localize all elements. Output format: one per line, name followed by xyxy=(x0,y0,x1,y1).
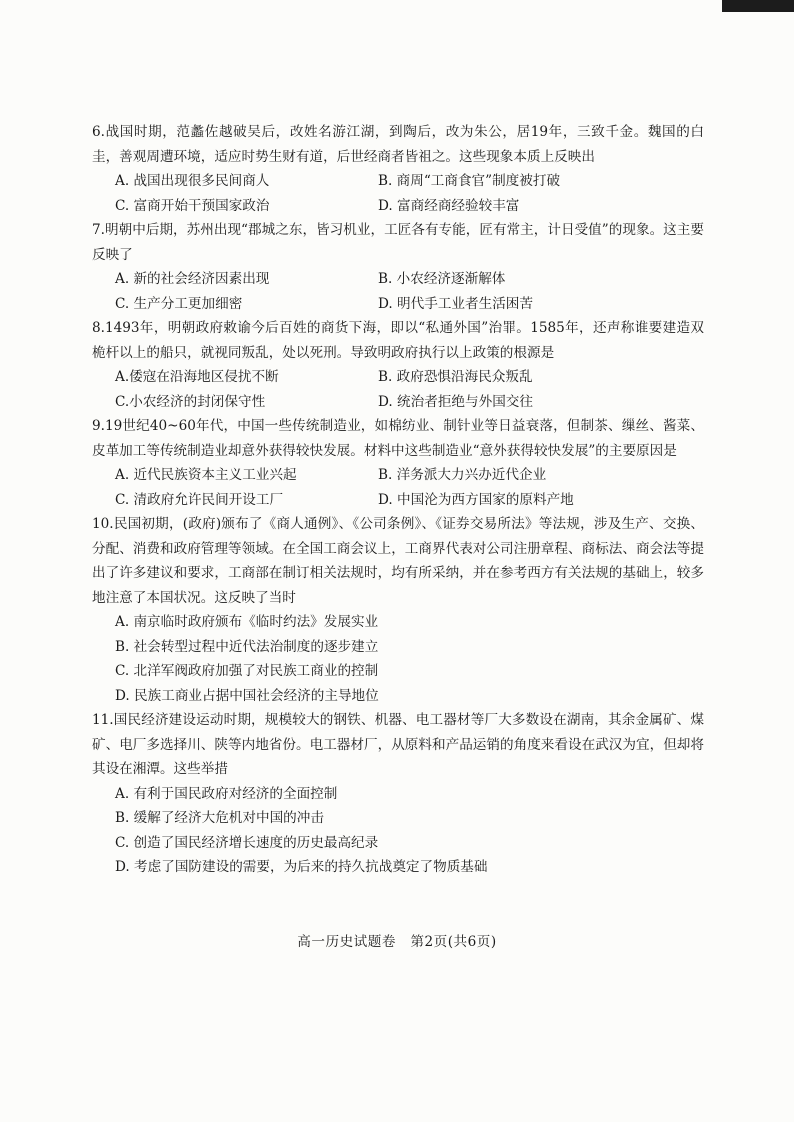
question-stem xyxy=(92,316,704,365)
option-d: D. 富商经商经验较丰富 xyxy=(378,197,520,214)
question-number: 6. xyxy=(92,124,105,140)
question-8 xyxy=(92,316,704,414)
question-stem xyxy=(92,414,704,463)
option-a: A. 近代民族资本主义工业兴起 xyxy=(115,467,297,483)
option-b: B. 缓解了经济大危机对中国的冲击 xyxy=(115,810,324,826)
option-c: C. 富商开始干预国家政治 xyxy=(115,197,270,214)
question-number: 8. xyxy=(92,320,105,336)
option-c: C. 北洋军阀政府加强了对民族工商业的控制 xyxy=(115,663,379,679)
question-number: 11. xyxy=(92,712,114,728)
scan-edge-mark xyxy=(722,0,794,12)
option-b: B. 政府恐惧沿海民众叛乱 xyxy=(378,369,533,385)
option-c: C. 清政府允许民间开设工厂 xyxy=(115,491,284,508)
option-d: D. 统治者拒绝与外国交往 xyxy=(378,393,533,410)
question-text: 19世纪40~60年代，中国一些传统制造业，如棉纺业、制针业等日益衰落，但制茶、缫丝、酱菜、皮革加工等传统制造业却意外获得较快发展。材料中这些制造业“意外获得较快发展”的主要原因是 xyxy=(92,418,704,459)
question-11 xyxy=(92,708,704,880)
questions-area xyxy=(92,120,704,880)
option-b: B. 社会转型过程中近代法治制度的逐步建立 xyxy=(115,638,379,655)
option-a: A. 有利于国民政府对经济的全面控制 xyxy=(115,785,338,802)
question-stem xyxy=(92,218,704,267)
options xyxy=(115,610,704,708)
option-c: C.小农经济的封闭保守性 xyxy=(115,393,266,410)
question-number: 9. xyxy=(92,418,105,434)
footer-subject: 高一历史试题卷 xyxy=(297,934,396,950)
option-d: D. 民族工商业占据中国社会经济的主导地位 xyxy=(115,687,379,704)
question-7 xyxy=(92,218,704,316)
option-b: B. 洋务派大力兴办近代企业 xyxy=(378,467,547,483)
footer-page-number: 第2页(共6页) xyxy=(410,934,497,950)
option-b: B. 商周“工商食官”制度被打破 xyxy=(378,173,561,189)
question-9 xyxy=(92,414,704,512)
options xyxy=(115,782,704,880)
option-d: D. 考虑了国防建设的需要，为后来的持久抗战奠定了物质基础 xyxy=(115,859,488,875)
options xyxy=(115,365,704,414)
question-number: 7. xyxy=(92,222,105,238)
option-d: D. 明代手工业者生活困苦 xyxy=(378,295,533,312)
question-stem xyxy=(92,708,704,782)
question-text: 国民经济建设运动时期，规模较大的钢铁、机器、电工器材等厂大多数设在湖南，其余金属矿、煤矿、电厂多选择川、陕等内地省份。电工器材厂，从原料和产品运销的角度来看设在武汉为宜，但却将其设在湘潭。这些举措 xyxy=(92,712,704,777)
question-text: 明朝中后期，苏州出现“郡城之东，皆习机业，工匠各有专能，匠有常主，计日受值”的现象。这主要反映了 xyxy=(92,222,704,263)
question-number: 10. xyxy=(92,516,114,532)
page-footer xyxy=(0,930,794,950)
option-c: C. 创造了国民经济增长速度的历史最高纪录 xyxy=(115,834,379,851)
option-a: A. 南京临时政府颁布《临时约法》发展实业 xyxy=(115,614,379,630)
question-6 xyxy=(92,120,704,218)
options xyxy=(115,169,704,218)
options xyxy=(115,463,704,512)
question-text: 民国初期，(政府)颁布了《商人通例》、《公司条例》、《证券交易所法》等法规，涉及生产、交换、分配、消费和政府管理等领域。在全国工商会议上，工商界代表对公司注册章程、商标法、商会法等提出了许多建议和要求，工商部在制订相关法规时，均有所采纳，并在参考西方有关法规的基础上，较多地注意了本国状况。这反映了当时 xyxy=(92,516,704,606)
option-c: C. 生产分工更加细密 xyxy=(115,295,243,312)
option-a: A.倭寇在沿海地区侵扰不断 xyxy=(115,369,279,385)
option-a: A. 战国出现很多民间商人 xyxy=(115,173,270,189)
question-stem xyxy=(92,512,704,610)
option-a: A. 新的社会经济因素出现 xyxy=(115,271,270,287)
question-text: 战国时期，范蠡佐越破吴后，改姓名游江湖，到陶后，改为朱公，居19年，三致千金。魏国的白圭，善观周遭环境，适应时势生财有道，后世经商者皆祖之。这些现象本质上反映出 xyxy=(92,124,704,165)
option-b: B. 小农经济逐渐解体 xyxy=(378,271,506,287)
options xyxy=(115,267,704,316)
question-text: 1493年，明朝政府敕谕今后百姓的商货下海，即以“私通外国”治罪。1585年，还声称谁要建造双桅杆以上的船只，就视同叛乱，处以死刑。导致明政府执行以上政策的根源是 xyxy=(92,320,704,361)
question-10 xyxy=(92,512,704,708)
option-d: D. 中国沦为西方国家的原料产地 xyxy=(378,491,574,508)
question-stem xyxy=(92,120,704,169)
